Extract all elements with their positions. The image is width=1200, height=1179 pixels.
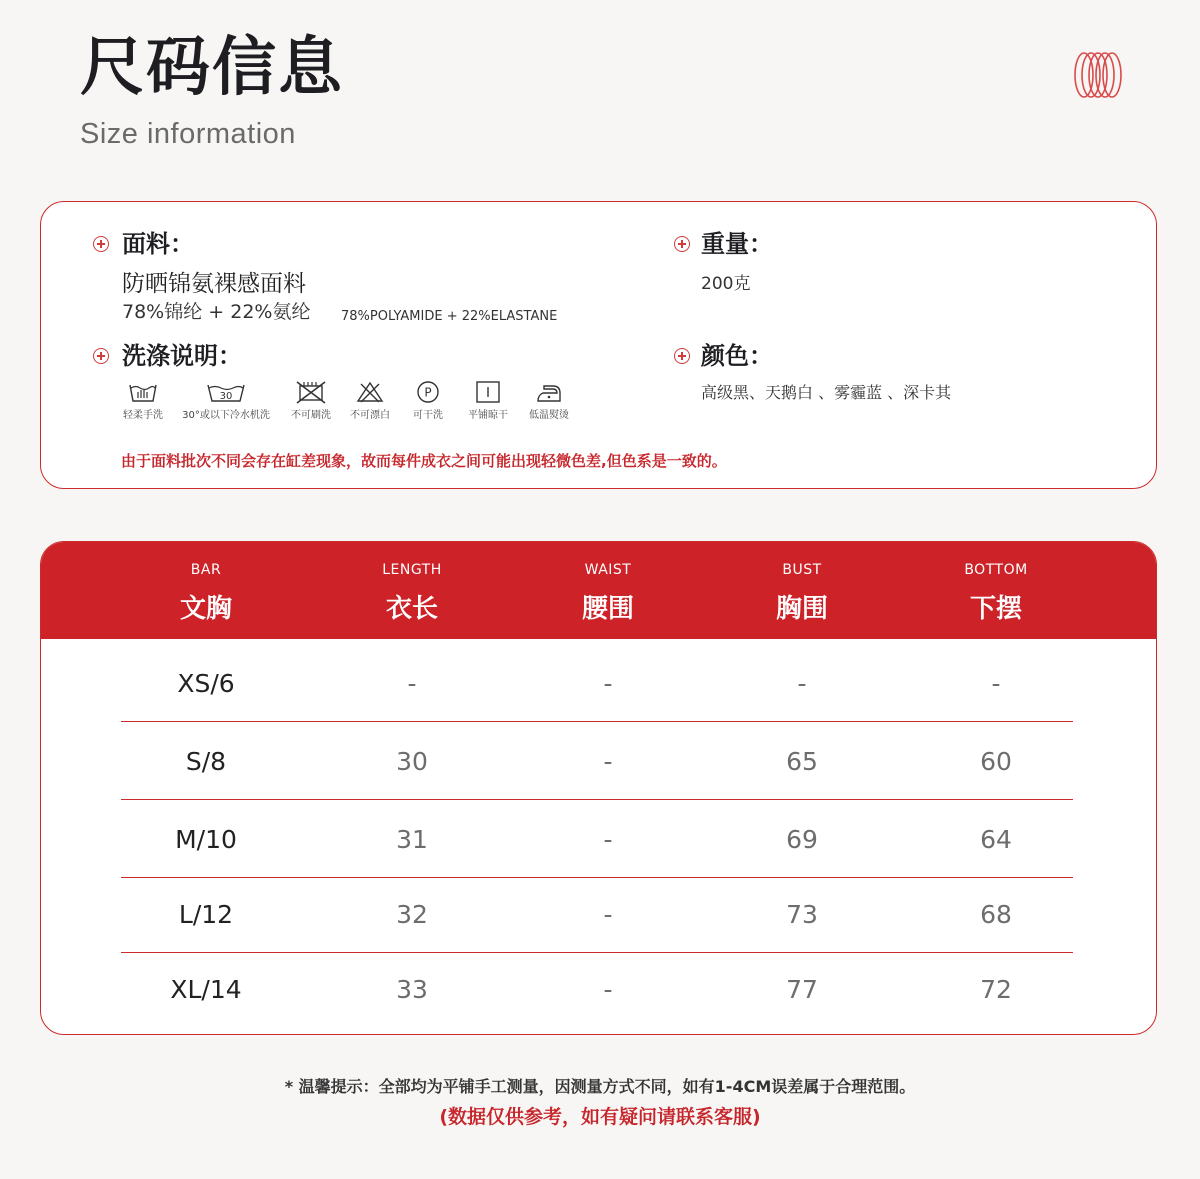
material-info-card — [40, 201, 1157, 489]
plus-circle-icon — [93, 236, 109, 252]
size-table-header: BAR 文胸 LENGTH 衣长 WAIST 腰围 BUST 胸围 BOTTOM 下摆 — [41, 542, 1156, 639]
color-label: 颜色： — [701, 342, 773, 370]
washing-label: 洗涤说明： — [122, 342, 242, 370]
wash-item: 低温熨烫 — [524, 380, 574, 421]
dry-flat-icon — [474, 380, 502, 404]
wash-30-icon — [205, 380, 247, 404]
dry-clean-p-icon — [414, 380, 442, 404]
table-row: S/8 30 - 65 60 — [121, 724, 1073, 800]
measurement-tip: * 温馨提示：全部均为平铺手工测量，因测量方式不同，如有1-4CM误差属于合理范围。 — [284, 1077, 916, 1096]
svg-text:P: P — [424, 385, 432, 400]
weight-value: 200克 — [701, 274, 751, 294]
svg-text:30: 30 — [219, 391, 233, 402]
color-value: 高级黑、天鹅白 、雾霾蓝 、深卡其 — [701, 383, 952, 402]
fabric-composition-en: 78%POLYAMIDE + 22%ELASTANE — [341, 309, 558, 324]
plus-circle-icon — [93, 348, 109, 364]
wash-item: 平铺晾干 — [463, 380, 513, 421]
reference-note: (数据仅供参考，如有疑问请联系客服) — [439, 1106, 761, 1128]
fabric-label: 面料： — [122, 230, 194, 258]
wash-item: 30 30°或以下冷水机洗 — [176, 380, 276, 421]
iron-low-icon — [534, 380, 564, 404]
table-row: L/12 32 - 73 68 — [121, 877, 1073, 953]
page-subtitle: Size information — [80, 118, 296, 150]
no-bleach-icon — [355, 380, 385, 404]
wash-item: 不可漂白 — [345, 380, 395, 421]
hand-wash-icon — [128, 380, 158, 404]
wash-item: P 可干洗 — [406, 380, 450, 421]
wash-item: 不可刷洗 — [286, 380, 336, 421]
wash-item: 轻柔手洗 — [121, 380, 165, 421]
color-difference-notice: 由于面料批次不同会存在缸差现象，故而每件成衣之间可能出现轻微色差,但色系是一致的。 — [121, 452, 727, 470]
plus-circle-icon — [674, 236, 690, 252]
fabric-composition-cn: 78%锦纶 + 22%氨纶 — [122, 301, 311, 323]
table-row: M/10 31 - 69 64 — [121, 802, 1073, 878]
size-table — [40, 541, 1157, 1035]
plus-circle-icon — [674, 348, 690, 364]
table-row: XS/6 - - - - — [121, 646, 1073, 722]
no-brush-icon — [294, 380, 328, 404]
rings-icon — [1072, 50, 1124, 100]
table-row: XL/14 33 - 77 72 — [170, 975, 1012, 1004]
page-title: 尺码信息 — [80, 31, 344, 105]
weight-label: 重量： — [701, 230, 773, 258]
fabric-name: 防晒锦氨裸感面料 — [122, 271, 306, 297]
